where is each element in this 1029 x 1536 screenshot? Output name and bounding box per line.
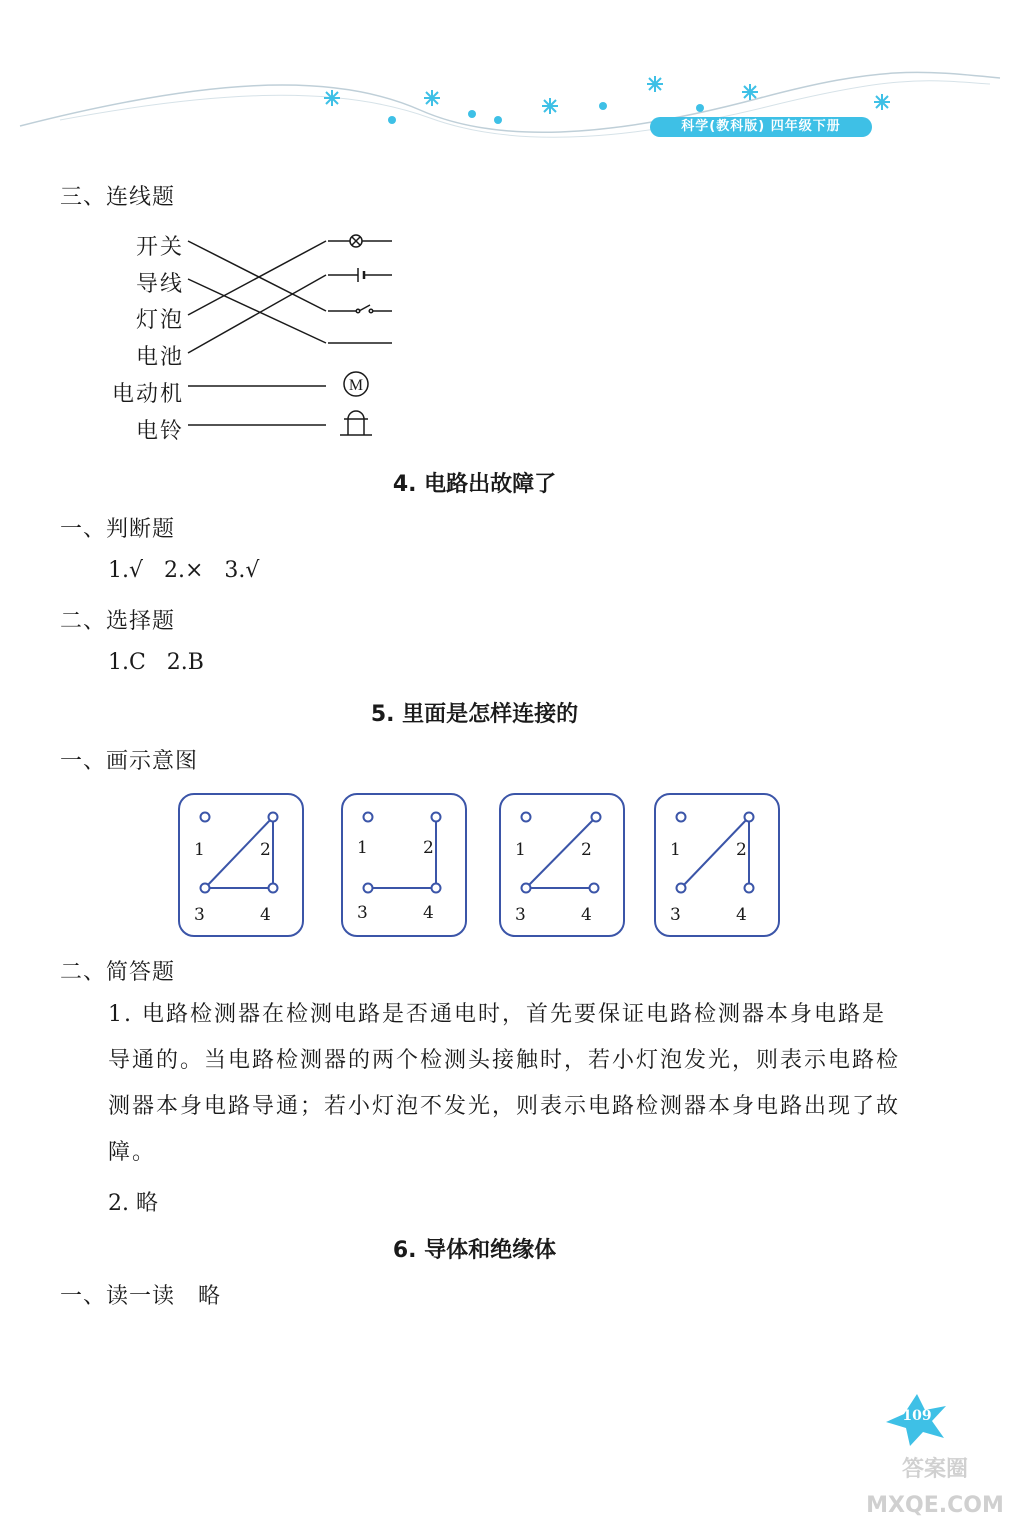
terminal-label-3: 3 [515,905,526,925]
terminal-label-3: 3 [670,905,681,925]
diagram-box-1 [178,793,304,937]
label-bulb: 灯泡 [135,308,184,333]
motor-letter: M [348,377,364,394]
battery-symbol [328,268,392,282]
page-number: 109 [902,1408,932,1424]
short-answer-2: 2. 略 [108,1191,158,1216]
short-answer-1: 1. 电路检测器在检测电路是否通电时，首先要保证电路检测器本身电路是导通的。当电路检测器的两个检测头接触时，若小灯泡发光，则表示电路检测器本身电路导通；若小灯泡不发光，则表示电路检测器本身电路出现了故障。 [108,1002,901,1165]
watermark: 答案圈 MXQE.COM [866,1457,1004,1518]
lesson6-title: 6. 导体和绝缘体 [392,1238,557,1263]
terminal-label-4: 4 [423,903,434,923]
line-battery-to-battery [188,275,326,353]
switch-symbol [328,305,392,313]
diagram-box-3 [499,793,625,937]
terminal-label-2: 2 [260,840,271,860]
lamp-symbol [328,235,392,247]
lesson5-title: 5. 里面是怎样连接的 [370,702,579,727]
terminal-label-1: 1 [515,840,526,860]
line-wire-to-wire [188,279,326,343]
bell-symbol [340,411,372,435]
terminal-label-1: 1 [670,840,681,860]
terminal-label-4: 4 [736,905,747,925]
short-answer-heading: 二、简答题 [60,960,176,985]
read-heading: 一、读一读 略 [60,1284,222,1309]
terminal-label-3: 3 [194,905,205,925]
lesson4-title: 4. 电路出故障了 [392,472,557,497]
terminal-label-3: 3 [357,903,368,923]
matching-heading: 三、连线题 [60,185,176,210]
terminal-label-1: 1 [357,838,368,858]
label-motor: 电动机 [111,382,184,407]
terminal-label-2: 2 [423,838,434,858]
terminal-label-1: 1 [194,840,205,860]
diagram-box-2 [341,793,467,937]
book-badge: 科学(教科版) 四年级下册 [650,117,872,137]
terminal-label-2: 2 [581,840,592,860]
header-decoration [0,60,1029,150]
terminal-label-2: 2 [736,840,747,860]
terminal-label-4: 4 [260,905,271,925]
diagram-box-4 [654,793,780,937]
terminal-label-4: 4 [581,905,592,925]
draw-heading: 一、画示意图 [60,749,199,774]
judge-heading: 一、判断题 [60,517,176,542]
label-switch: 开关 [135,235,184,260]
label-wire: 导线 [135,272,184,297]
judge-answers: 1.√ 2.× 3.√ [108,558,260,583]
choice-heading: 二、选择题 [60,609,176,634]
label-bell: 电铃 [135,419,184,444]
label-battery: 电池 [135,345,184,370]
matching-diagram [180,225,410,445]
choice-answers: 1.C 2.B [108,650,204,675]
